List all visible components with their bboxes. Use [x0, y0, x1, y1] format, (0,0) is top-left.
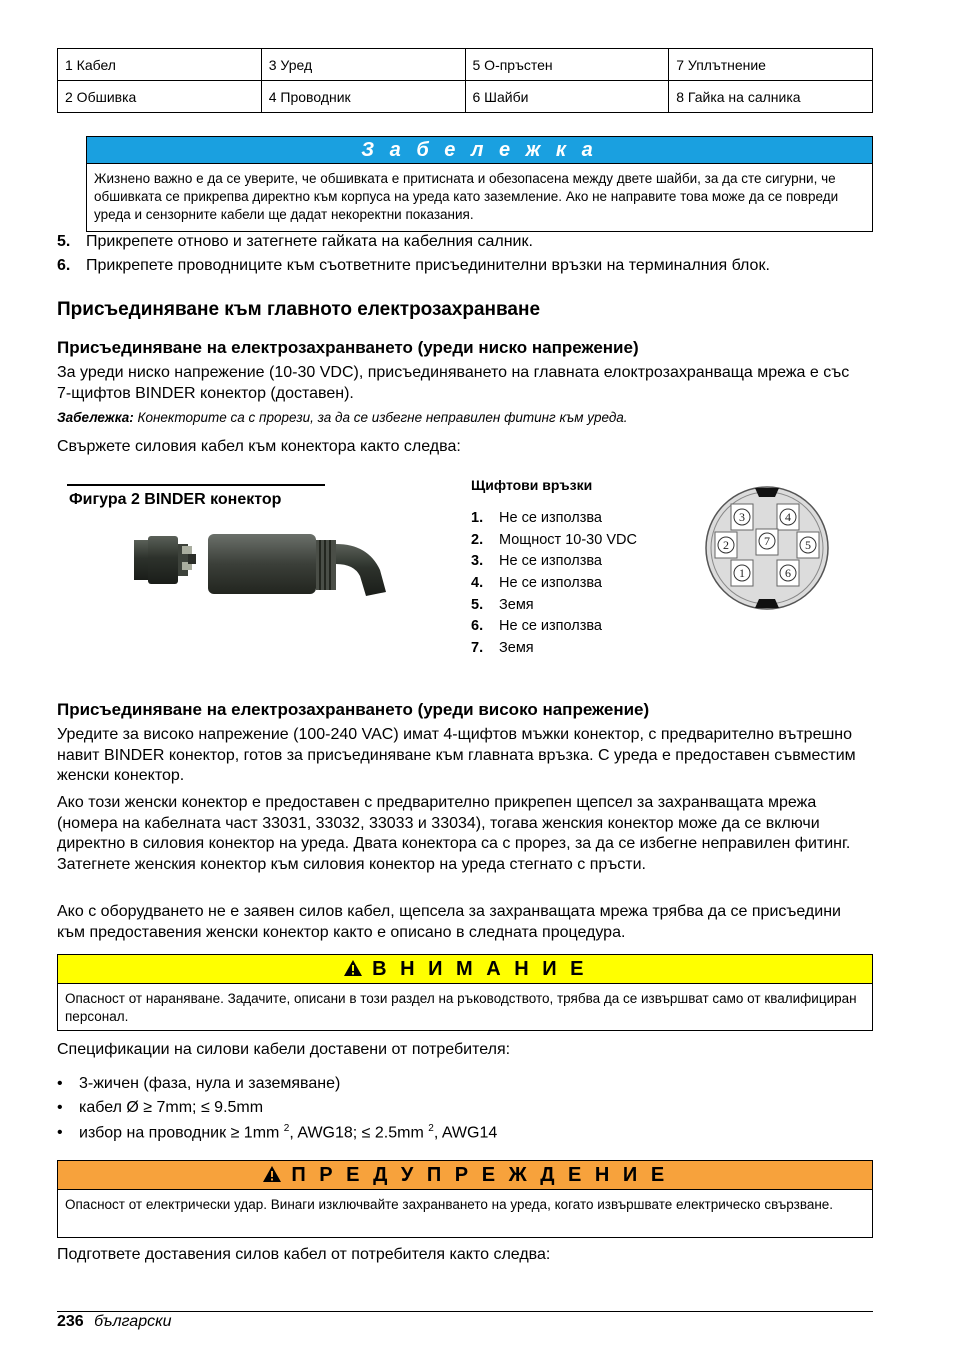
pin-item: 5. Земя [471, 597, 534, 613]
footer [57, 1313, 172, 1331]
list-item: • избор на проводник ≥ 1mm $^2$, AWG18; ≤ 2.5mm $^2$, AWG14 [57, 1123, 498, 1142]
note-box-title: З а б е л е ж к а [87, 137, 872, 164]
pin-item: 6. Не се използва [471, 618, 602, 634]
table-cell: 4 Проводник [261, 81, 465, 113]
prepare-text: Подгответе доставения силов кабел от потребителя както следва: [57, 1246, 551, 1263]
high-voltage-para-2: Ако този женски конектор е предоставен с предварително прикрепен щепсел за захранващата мрежа (номера на кабелната част 33031, 33032, 33033 и 33034), тогава женския конектор може да се включи директно в силовия конектор на уреда. Двата конектора са с прорез, за да се избегне неправилен фитинг. Затегнете женския конектор към силовия конектор на уреда стегнато с пръсти. [57, 794, 851, 873]
pin-label: 2 [723, 538, 729, 552]
table-cell: 6 Шайби [465, 81, 669, 113]
warning-box-title: П Р Е Д У П Р Е Ж Д Е Н И Е [291, 1164, 669, 1186]
pin-label: 7 [764, 534, 770, 548]
table-cell: 5 О-пръстен [465, 49, 669, 81]
warning-box-text: Опасност от електрически удар. Винаги изключвайте захранването на уреда, когато извършвате електрическо свързване. [65, 1197, 834, 1212]
page-number: 236 [57, 1313, 84, 1330]
step-text: Прикрепете отново и затегнете гайката на кабелния салник. [86, 233, 533, 250]
step-item [57, 233, 533, 251]
parts-table [57, 48, 873, 113]
pin-connections-title: Щифтови връзки [471, 477, 593, 493]
table-cell: 3 Уред [261, 49, 465, 81]
pin-label: 1 [739, 566, 745, 580]
pin-item: 3. Не се използва [471, 553, 602, 569]
table-cell: 2 Обшивка [58, 81, 262, 113]
figure-caption: Фигура 2 BINDER конектор [69, 491, 282, 508]
note-box [86, 136, 873, 232]
note-box-text: Жизнено важно е да се уверите, че обшивката е притисната и обезопасена между двете шайби, за да сте сигурни, че обшивката се прикрепва директно към корпуса на уреда като заземление. Ако не направите това може да се повреди уреда и сензорните кабели ще дадат некоректни показания. [94, 171, 839, 222]
caution-box [57, 954, 873, 1031]
caution-box-title: В Н И М А Н И Е [372, 958, 588, 980]
low-voltage-note [57, 410, 628, 425]
note-text: Конекторите са с прорези, за да се избегне неправилен фитинг към уреда. [137, 410, 628, 425]
warning-triangle-icon [343, 959, 363, 977]
table-row [58, 49, 873, 81]
binder-connector-image [128, 530, 390, 602]
figure-rule [67, 484, 325, 486]
pin-label: 5 [805, 538, 811, 552]
pin-label: 6 [785, 566, 791, 580]
pin-item: 4. Не се използва [471, 575, 602, 591]
caution-box-text: Опасност от нараняване. Задачите, описани в този раздел на ръководството, трябва да се извършват само от квалифициран персонал. [65, 991, 857, 1024]
warning-box [57, 1160, 873, 1238]
list-item: • 3-жичен (фаза, нула и заземяване) [57, 1075, 341, 1092]
table-row [58, 81, 873, 113]
table-cell: 8 Гайка на салника [669, 81, 873, 113]
connect-text: Свържете силовия кабел към конектора както следва: [57, 438, 461, 455]
pin-label: 3 [739, 510, 745, 524]
list-item: • кабел Ø ≥ 7mm; ≤ 9.5mm [57, 1099, 264, 1116]
step-number: 5. [57, 233, 71, 250]
warning-triangle-icon [262, 1165, 282, 1183]
low-voltage-heading: Присъединяване на електрозахранването (уреди ниско напрежение) [57, 338, 639, 357]
low-voltage-text: За уреди ниско напрежение (10-30 VDC), присъединяването на главната елоктрозахранваща мрежа е със 7-щифтов BINDER конектор (доставен). [57, 364, 850, 402]
table-cell: 7 Уплътнение [669, 49, 873, 81]
warning-box-header [58, 1161, 872, 1190]
pin-diagram [703, 484, 831, 612]
pin-item: 2. Мощност 10-30 VDC [471, 532, 637, 548]
high-voltage-heading: Присъединяване на електрозахранването (уреди високо напрежение) [57, 700, 650, 719]
caution-box-header [58, 955, 872, 984]
high-voltage-para-3: Ако с оборудването не е заявен силов кабел, щепсела за захранващата мрежа трябва да се присъедини към предоставения женски конектор както е описано в следната процедура. [57, 903, 841, 941]
table-cell: 1 Кабел [58, 49, 262, 81]
footer-language: български [94, 1313, 172, 1330]
note-label: Забележка: [57, 410, 134, 425]
section-title: Присъединяване към главното електрозахранване [57, 299, 541, 320]
pin-item: 7. Земя [471, 640, 534, 656]
step-text: Прикрепете проводниците към съответните присъединителни връзки на терминалния блок. [86, 257, 770, 274]
pin-label: 4 [785, 510, 791, 524]
pin-item: 1. Не се използва [471, 510, 602, 526]
step-item [57, 257, 770, 275]
high-voltage-para-1: Уредите за високо напрежение (100-240 VAC) имат 4-щифтов мъжки конектор, с предварително вътрешно навит BINDER конектор, готов за присъединяване към главната връзка. С уреда е предоставен съвместим женски конектор. [57, 726, 856, 784]
footer-rule [57, 1311, 873, 1312]
step-number: 6. [57, 257, 71, 274]
specs-intro: Спецификации на силови кабели доставени от потребителя: [57, 1041, 511, 1058]
